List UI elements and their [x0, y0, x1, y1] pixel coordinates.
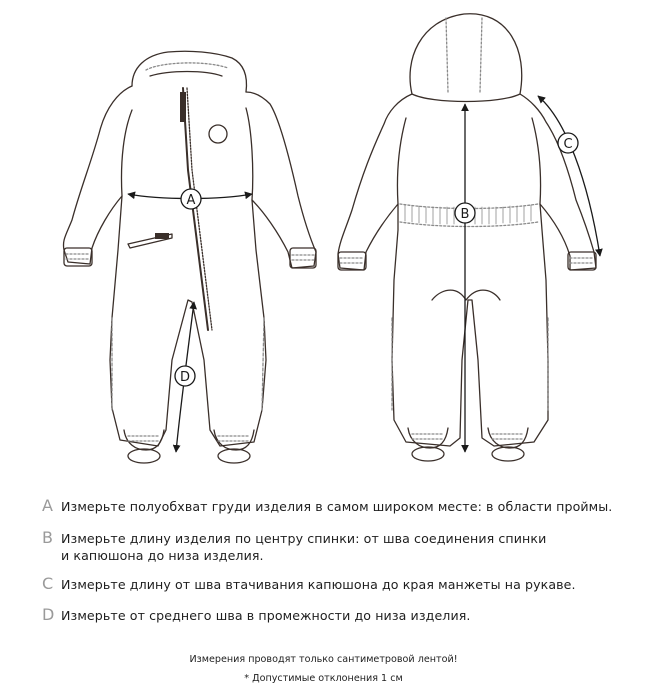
instruction-b-text-line1: Измерьте длину изделия по центру спинки: от шва соединения спинки: [61, 531, 547, 546]
front-view: [63, 51, 316, 463]
zipper-pull: [180, 92, 186, 122]
instruction-c-letter: C: [42, 574, 54, 593]
instruction-a-text: Измерьте полуобхват груди изделия в самом широком месте: в области проймы.: [61, 499, 613, 514]
instruction-a-letter: A: [42, 496, 54, 515]
marker-c-label: C: [563, 137, 573, 152]
instruction-d-text: Измерьте от среднего шва в промежности до низа изделия.: [61, 608, 471, 623]
instruction-c-text: Измерьте длину от шва втачивания капюшона до края манжеты на рукаве.: [61, 577, 576, 592]
front-right-cuff: [290, 248, 316, 268]
instruction-d-letter: D: [42, 605, 55, 624]
logo-patch: [209, 125, 227, 143]
front-right-foot: [218, 449, 250, 463]
measure-b: [455, 104, 475, 452]
front-left-foot: [128, 449, 160, 463]
instruction-b-text-line2: и капюшона до низа изделия.: [61, 548, 264, 563]
back-hood: [410, 14, 522, 102]
marker-d-label: D: [179, 370, 191, 385]
front-zipper: [183, 88, 208, 330]
measure-d: [175, 302, 195, 452]
back-body: [338, 94, 596, 446]
instruction-b-letter: B: [42, 528, 54, 547]
note-tape-only: Измерения проводят только сантиметровой лентой!: [189, 654, 458, 665]
back-view: [338, 14, 596, 461]
note-tolerance: * Допустимые отклонения 1 см: [244, 673, 403, 684]
measure-a: [128, 189, 252, 209]
marker-b-label: B: [460, 207, 470, 222]
marker-a-label: A: [186, 193, 196, 208]
